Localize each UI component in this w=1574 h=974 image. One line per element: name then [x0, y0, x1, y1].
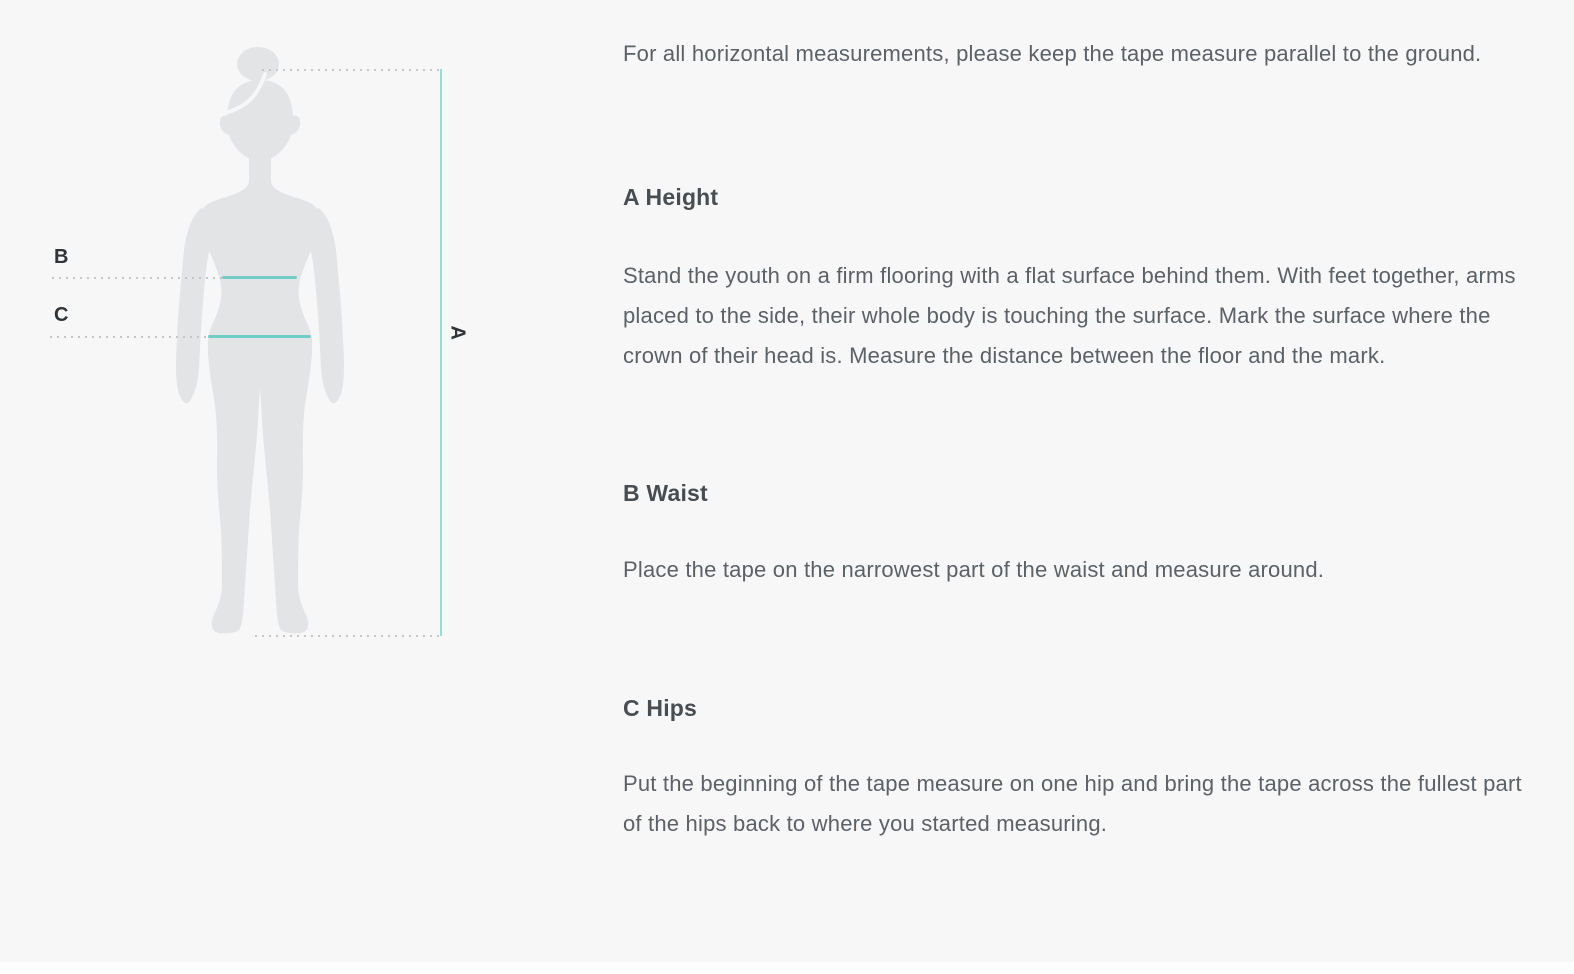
height-bottom-dotted-line — [255, 635, 440, 637]
section-body-waist: Place the tape on the narrowest part of the waist and measure around. — [623, 557, 1325, 582]
section-heading-hips: C Hips — [623, 695, 698, 721]
waist-tape-line — [222, 276, 297, 279]
marker-a-label: A — [446, 325, 469, 341]
hips-tape-line — [208, 335, 311, 338]
measurement-diagram — [0, 0, 580, 974]
youth-figure-silhouette-icon — [155, 40, 365, 640]
intro-text: For all horizontal measurements, please keep the tape measure parallel to the ground. — [623, 41, 1482, 66]
instructions-column — [623, 34, 1528, 844]
figure-bun — [237, 47, 279, 81]
marker-c-label: C — [54, 304, 69, 326]
figure-arm-right — [307, 208, 344, 403]
marker-b-label: B — [54, 246, 69, 268]
figure-body — [197, 148, 323, 633]
bottom-edge-strip — [0, 962, 1574, 974]
height-vertical-line — [440, 69, 442, 636]
section-heading-waist: B Waist — [623, 480, 708, 506]
waist-dotted-line — [52, 277, 222, 279]
height-top-dotted-line — [262, 69, 440, 71]
section-body-height: Stand the youth on a firm flooring with a flat surface behind them. With feet together, arms placed to the side, their whole body is touching the surface. Mark the surface where the crown of their head is. Measure the distance between the floor and the mark. — [623, 263, 1516, 368]
section-body-hips: Put the beginning of the tape measure on one hip and bring the tape across the fullest part of the hips back to where you started measuring. — [623, 771, 1522, 836]
section-heading-height: A Height — [623, 184, 719, 210]
hips-dotted-line — [50, 336, 208, 338]
figure-arm-left — [176, 208, 213, 403]
